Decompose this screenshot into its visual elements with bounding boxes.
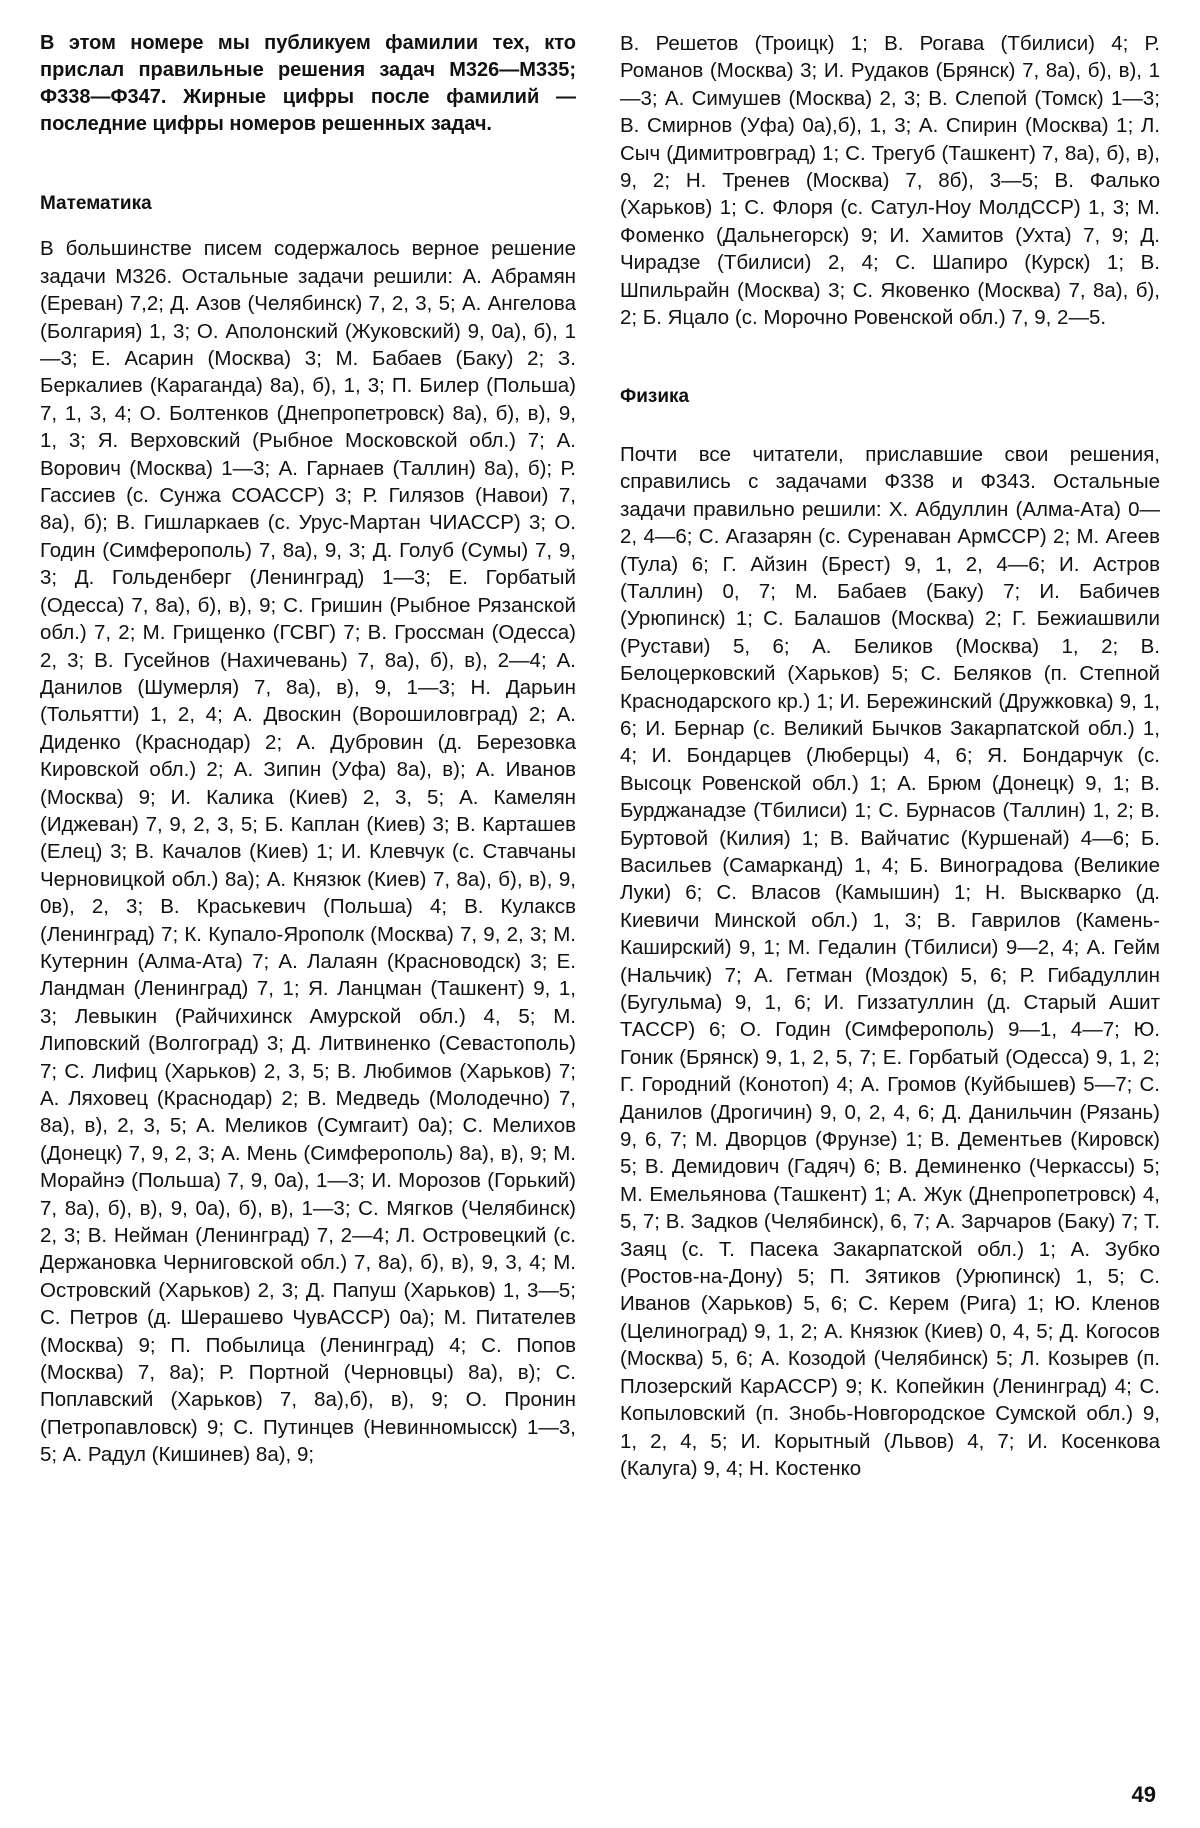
page-number: 49 xyxy=(1131,1782,1156,1807)
math-solvers-list: В большинстве писем содержалось верное решение задачи М326. Остальные задачи решили: А. Абрамян (Ереван) 7,2; Д. Азов (Челябинск) 7, 2, 3, 5; А. Ангелова (Болгария) 1, 3; О. Аполонский (Жуковский) 9, 0а), б), 1—3; Е. Асарин (Москва) 3; М. Бабаев (Баку) 2; З. Беркалиев (Караганда) 8а), б), 1, 3; П. Билер (Польша) 7, 1, 3, 4; О. Болтенков (Днепропетровск) 8а), б), в), 9, 1, 3; Я. Верховский (Рыбное Московской обл.) 7; А. Ворович (Москва) 1—3; А. Гарнаев (Таллин) 8а), б); Р. Гассиев (с. Сунжа СОАССР) 3; Р. Гилязов (Навои) 7, 8а), б); В. Гишларкаев (с. Урус-Мартан ЧИАССР) 3; О. Годин (Симферополь) 7, 8а), 9, 3; Д. Голуб (Сумы) 7, 9, 3; Д. Гольденберг (Ленинград) 1—3; Е. Горбатый (Одесса) 7, 8а), б), в), 9; С. Гришин (Рыбное Рязанской обл.) 7, 2; М. Грищенко (ГСВГ) 7; В. Гроссман (Одесса) 2, 3; В. Гусейнов (Нахичевань) 7, 8а), б), в), 2—4; А. Данилов (Шумерля) 7, 8а), в), 9, 1—3; Н. Дарьин (Тольятти) 1, 2, 4; А. Двоскин (Ворошиловград) 2; А. Диденко (Краснодар) 2; А. Дубровин (д. Березовка Кировской обл.) 2; А. Зипин (Уфа) 8а), в); А. Иванов (Москва) 9; И. Калика (Киев) 2, 3, 5; А. Камелян (Иджеван) 7, 9, 2, 3, 5; Б. Каплан (Киев) 3; В. Карташев (Елец) 3; В. Качалов (Киев) 1; И. Клевчук (с. Ставчаны Черновицкой обл.) 8а); А. Князюк (Киев) 7, 8а), б), в), 9, 0в), 2, 3; В. Краськевич (Польша) 4; В. Кулаксв (Ленинград) 7; К. Купало-Ярополк (Москва) 7, 9, 2, 3; М. Кутернин (Алма-Ата) 7; А. Лалаян (Красноводск) 3; Е. Ландман (Ленинград) 7, 1; Я. Ланцман (Ташкент) 9, 1, 3; Левыкин (Райчихинск Амурской обл.) 4, 5; М. Липовский (Волгоград) 3; Д. Литвиненко (Севастополь) 7; С. Лифиц (Харьков) 2, 3, 5; В. Любимов (Харьков) 7; А. Ляховец (Краснодар) 2; В. Медведь (Молодечно) 7, 8а), в), 2, 3, 5; А. Меликов (Сумгаит) 0а); С. Мелихов (Донецк) 7, 9, 2, 3; А. Мень (Симферополь) 8а), в), 9; М. Морайнэ (Польша) 7, 9, 0а), 1—3; И. Морозов (Горький) 7, 8а), б), в), 9, 0а), б), в), 1—3; С. Мягков (Челябинск) 2, 3; В. Нейман (Ленинград) 7, 2—4; Л. Островецкий (с. Держановка Черниговской обл.) 7, 8а), б), в), 9, 3, 4; М. Островский (Харьков) 2, 3; Д. Папуш (Харьков) 1, 3—5; С. Петров (д. Шерашево ЧувАССР) 0а); М. Питателев (Москва) 9; П. Побылица (Ленинград) 4; С. Попов (Москва) 7, 8а); Р. Портной (Черновцы) 8а), в); С. Поплавский (Харьков) 7, 8а),б), в), 9; О. Пронин (Петропавловск) 9; С. Путинцев (Невинномысск) 1—3, 5; А. Радул (Кишинев) 8а), 9; xyxy=(40,237,576,1467)
right-column xyxy=(620,30,1160,1482)
left-column xyxy=(40,30,576,1469)
intro-paragraph: В этом номере мы публикуем фамилии тех, кто прислал правильные решения задач М326—М335; Ф338—Ф347. Жирные цифры после фамилий — последние цифры номеров решенных задач. xyxy=(40,32,576,135)
math-solvers-continued: В. Решетов (Троицк) 1; В. Рогава (Тбилиси) 4; Р. Романов (Москва) 3; И. Рудаков (Брянск) 7, 8а), б), в), 1—3; А. Симушев (Москва) 2, 3; В. Слепой (Томск) 1—3; В. Смирнов (Уфа) 0а),б), 1, 3; А. Спирин (Москва) 1; Л. Сыч (Димитровград) 1; С. Трегуб (Ташкент) 7, 8а), б), в), 9, 2; Н. Тренев (Москва) 7, 8б), 3—5; В. Фалько (Харьков) 1; С. Флоря (с. Сатул-Ноу МолдССР) 1, 3; М. Фоменко (Дальнегорск) 9; И. Хамитов (Ухта) 7, 9; Д. Чирадзе (Тбилиси) 2, 4; С. Шапиро (Курск) 1; В. Шпильрайн (Москва) 3; С. Яковенко (Москва) 7, 8а), б), 2; Б. Яцало (с. Морочно Ровенской обл.) 7, 9, 2—5. xyxy=(620,32,1160,330)
physics-heading: Физика xyxy=(620,386,690,408)
physics-solvers-list: Почти все читатели, приславшие свои решения, справились с задачами Ф338 и Ф343. Остальные задачи правильно решили: Х. Абдуллин (Алма-Ата) 0—2, 4—6; С. Агазарян (с. Суренаван АрмССР) 2; М. Агеев (Тула) 6; Г. Айзин (Брест) 9, 1, 2, 4—6; И. Астров (Таллин) 0, 7; М. Бабаев (Баку) 7; И. Бабичев (Урюпинск) 1; С. Балашов (Москва) 2; Г. Бежиашвили (Рустави) 5, 6; А. Беликов (Москва) 1, 2; В. Белоцерковский (Харьков) 5; С. Беляков (п. Степной Краснодарского кр.) 1; И. Бережинский (Дружковка) 9, 1, 6; И. Бернар (с. Великий Бычков Закарпатской обл.) 1, 4; И. Бондарцев (Люберцы) 4, 6; Я. Бондарчук (с. Высоцк Ровенской обл.) 1; А. Брюм (Донецк) 9, 1; В. Бурджанадзе (Тбилиси) 1; С. Бурнасов (Таллин) 1, 2; В. Буртовой (Килия) 1; В. Вайчатис (Куршенай) 4—6; Б. Васильев (Самарканд) 1, 4; Б. Виноградова (Великие Луки) 6; С. Власов (Камышин) 1; Н. Выскварко (д. Киевичи Минской обл.) 1, 3; В. Гаврилов (Камень-Каширский) 9, 1; М. Гедалин (Тбилиси) 9—2, 4; А. Гейм (Нальчик) 7; А. Гетман (Моздок) 5, 6; Р. Гибадуллин (Бугульма) 9, 1, 6; И. Гиззатуллин (д. Старый Ашит ТАССР) 6; О. Годин (Симферополь) 9—1, 4—7; Ю. Гоник (Брянск) 9, 1, 2, 5, 7; Е. Горбатый (Одесса) 9, 1, 2; Г. Городний (Конотоп) 4; А. Громов (Куйбышев) 5—7; С. Данилов (Дрогичин) 9, 0, 2, 4, 6; Д. Данильчин (Рязань) 9, 6, 7; М. Дворцов (Фрунзе) 1; В. Дементьев (Кировск) 5; В. Демидович (Гадяч) 6; В. Деминенко (Черкассы) 5; М. Емельянова (Ташкент) 1; А. Жук (Днепропетровск) 4, 5, 7; В. Задков (Челябинск), 6, 7; А. Зарчаров (Баку) 7; Т. Заяц (с. Т. Пасека Закарпатской обл.) 1; А. Зубко (Ростов-на-Дону) 5; П. Зятиков (Урюпинск) 1, 5; С. Иванов (Харьков) 5, 6; С. Керем (Рига) 1; Ю. Кленов (Целиноград) 9, 1, 2; А. Князюк (Киев) 0, 4, 5; Д. Когосов (Москва) 5, 6; А. Козодой (Челябинск) 5; Л. Козырев (п. Плозерский КарАССР) 9; К. Копейкин (Ленинград) 4; С. Копыловский (п. Знобь-Новгородское Сумской обл.) 9, 1, 2, 4, 5; И. Корытный (Львов) 4, 7; И. Косенкова (Калуга) 9, 4; Н. Костенко xyxy=(620,442,1160,1480)
math-heading: Математика xyxy=(40,193,152,214)
